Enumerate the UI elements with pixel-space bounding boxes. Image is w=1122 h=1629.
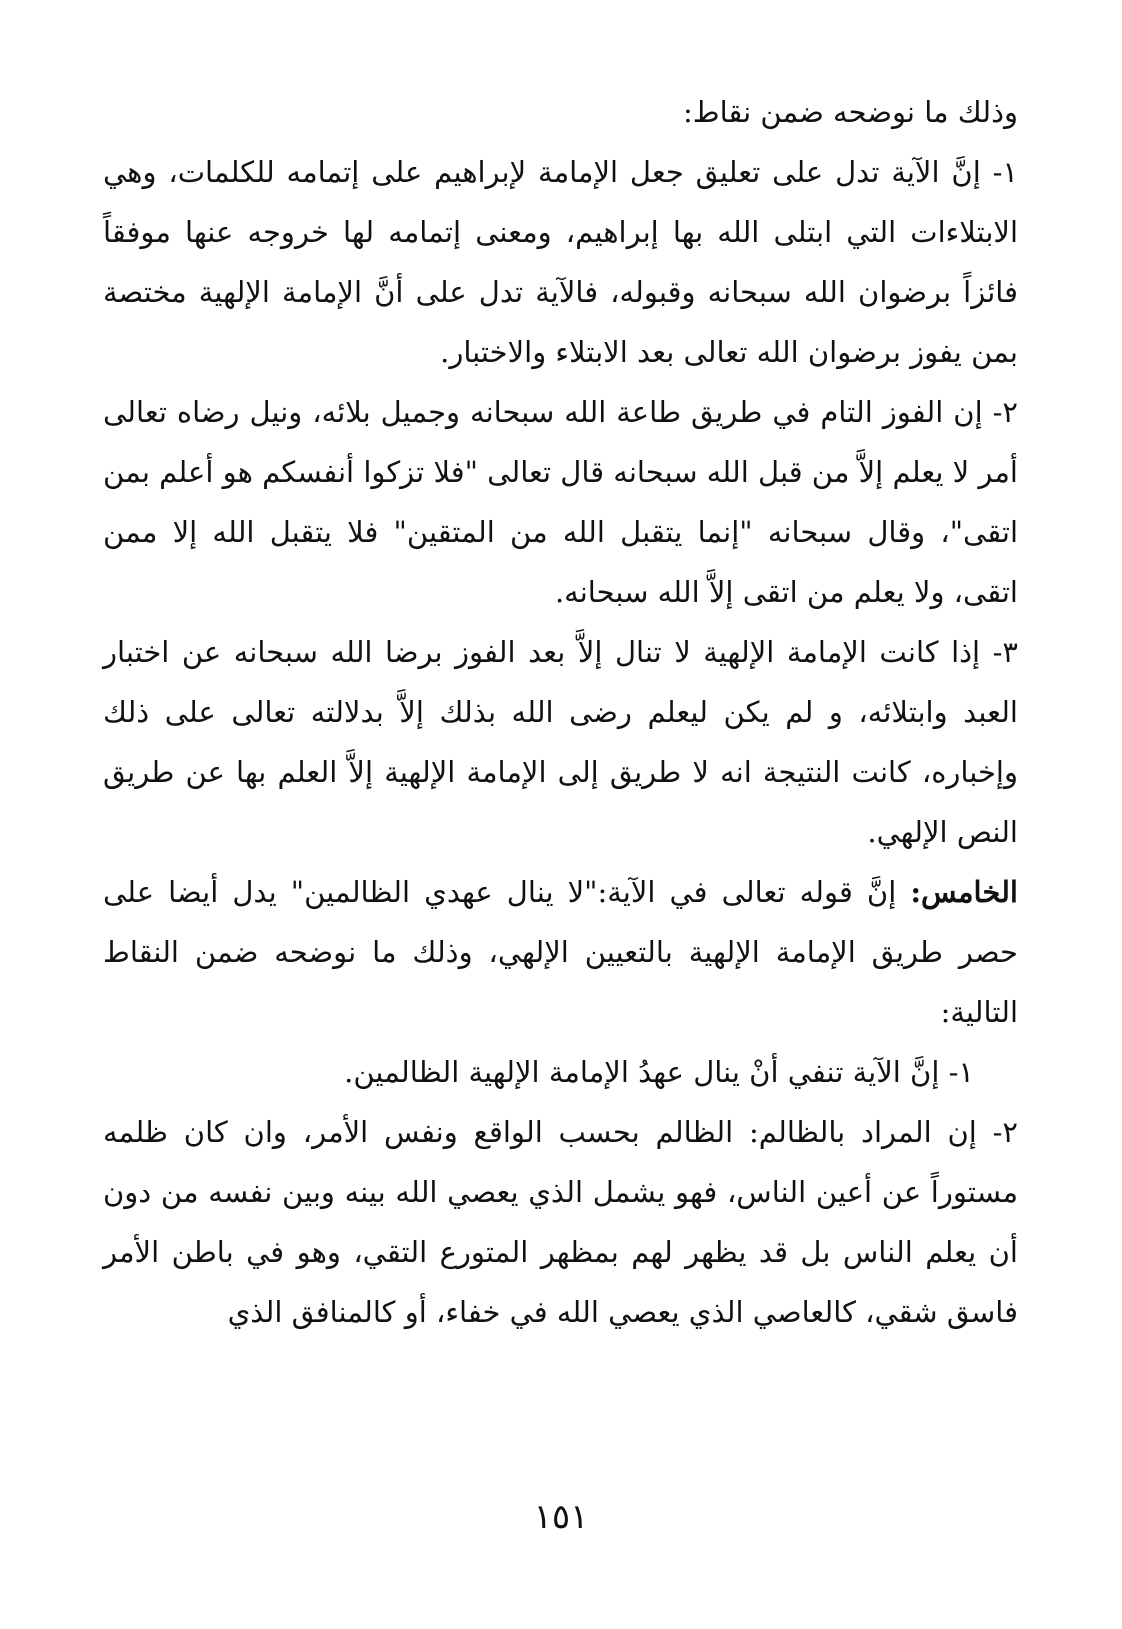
- point-3-paragraph: ٣- إذا كانت الإمامة الإلهية لا تنال إلاَّ بعد الفوز برضا الله سبحانه عن اختبار العبد وابتلائه، و لم يكن ليعلم رضى الله بذلك إلاَّ بدلالته تعالى على ذلك وإخباره، كانت النتيجة انه لا طريق إلى الإمامة الإلهية إلاَّ العلم بها عن طريق النص الإلهي.: [103, 635, 1018, 849]
- subpoint-1-paragraph: ١- إنَّ الآية تنفي أنْ ينال عهدُ الإمامة الإلهية الظالمين.: [344, 1055, 974, 1089]
- page-number: ١٥١: [533, 1497, 589, 1537]
- point-1-paragraph: ١- إنَّ الآية تدل على تعليق جعل الإمامة لإبراهيم على إتمامه للكلمات، وهي الابتلاءات التي ابتلى الله بها إبراهيم، ومعنى إتمامه لها خروجه عنها موفقاً فائزاً برضوان الله سبحانه وقبوله، فالآية تدل على أنَّ الإمامة الإلهية مختصة بمن يفوز برضوان الله تعالى بعد الابتلاء والاختبار.: [103, 155, 1018, 369]
- fifth-heading: الخامس:: [910, 875, 1018, 909]
- body-text: [103, 82, 1018, 1342]
- subpoint-2-paragraph: ٢- إن المراد بالظالم: الظالم بحسب الواقع ونفس الأمر، وان كان ظلمه مستوراً عن أعين الناس، فهو يشمل الذي يعصي الله بينه وبين نفسه من دون أن يعلم الناس بل قد يظهر لهم بمظهر المتورع التقي، وهو في باطن الأمر فاسق شقي، كالعاصي الذي يعصي الله في خفاء، أو كالمنافق الذي: [103, 1115, 1018, 1329]
- point-2-paragraph: ٢- إن الفوز التام في طريق طاعة الله سبحانه وجميل بلائه، ونيل رضاه تعالى أمر لا يعلم إلاَّ من قبل الله سبحانه قال تعالى "فلا تزكوا أنفسكم هو أعلم بمن اتقى"، وقال سبحانه "إنما يتقبل الله من المتقين" فلا يتقبل الله إلا ممن اتقى، ولا يعلم من اتقى إلاَّ الله سبحانه.: [103, 395, 1018, 609]
- intro-paragraph: وذلك ما نوضحه ضمن نقاط:: [682, 95, 1018, 129]
- fifth-text: إنَّ قوله تعالى في الآية:"لا ينال عهدي الظالمين" يدل أيضا على حصر طريق الإمامة الإلهية بالتعيين الإلهي، وذلك ما نوضحه ضمن النقاط التالية:: [103, 875, 1018, 1029]
- fifth-paragraph: [103, 862, 1018, 1042]
